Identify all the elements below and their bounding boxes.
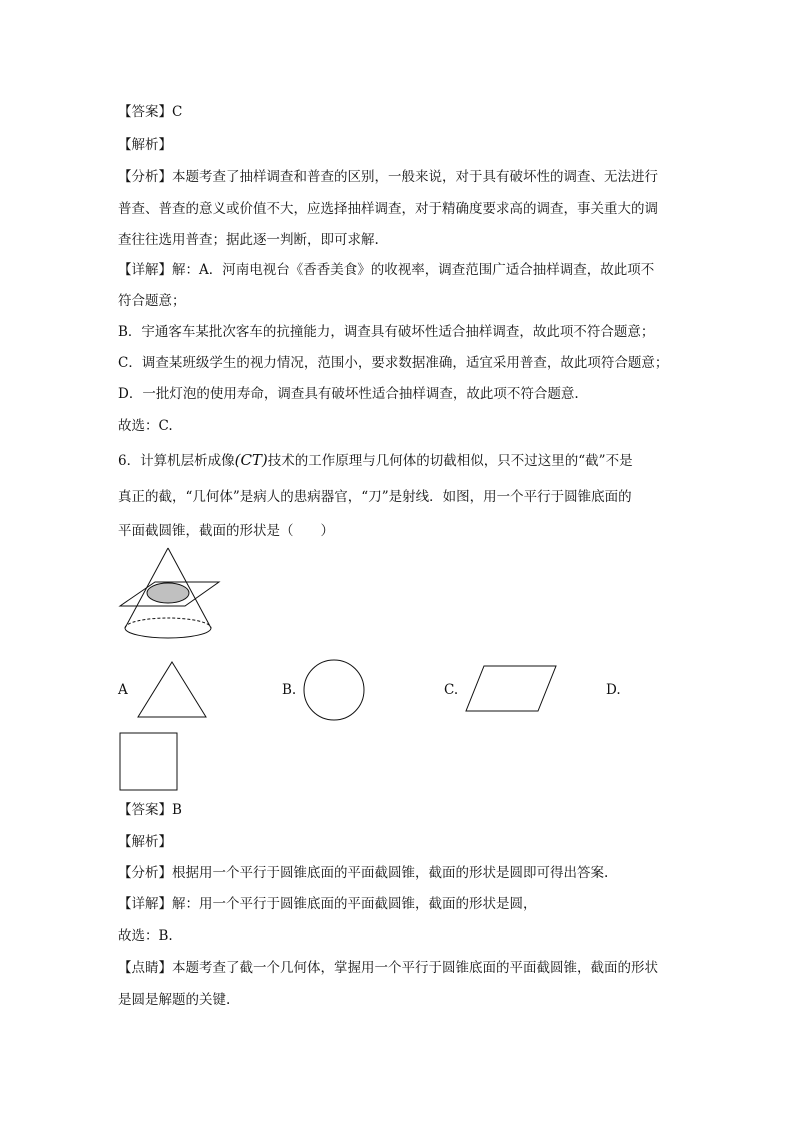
option-c-label: C. — [444, 682, 459, 698]
question-6-line — [118, 450, 633, 471]
analysis-text: 【分析】根据用一个平行于圆锥底面的平面截圆锥，截面的形状是圆即可得出答案. — [118, 865, 609, 881]
parallelogram-shape — [464, 664, 558, 714]
option-b-text: B．宇通客车某批次客车的抗撞能力，调查具有破坏性适合抽样调查，故此项不符合题意； — [118, 324, 655, 340]
option-d-label: D. — [606, 682, 621, 698]
analysis-title: 【解析】 — [118, 137, 172, 153]
analysis-text: 普查、普查的意义或价值不大，应选择抽样调查，对于精确度要求高的调查，事关重大的调 — [118, 201, 658, 217]
detail-text: 【详解】解：用一个平行于圆锥底面的平面截圆锥，截面的形状是圆， — [118, 896, 537, 912]
option-c-text: C．调查某班级学生的视力情况，范围小，要求数据准确，适宜采用普查，故此项符合题意； — [118, 355, 669, 371]
analysis-text: 查往往选用普查；据此逐一判断，即可求解. — [118, 232, 379, 248]
answer-label: 【答案】B — [118, 802, 182, 818]
remark-text: 【点睛】本题考查了截一个几何体，掌握用一个平行于圆锥底面的平面截圆锥，截面的形状 — [118, 960, 658, 976]
question-text: 6．计算机层析成像 — [118, 453, 235, 469]
remark-text: 是圆是解题的关键. — [118, 992, 231, 1008]
circle-shape — [302, 658, 366, 722]
answer-label: 【答案】C — [118, 104, 183, 120]
analysis-text: 【分析】本题考查了抽样调查和普查的区别，一般来说，对于具有破坏性的调查、无法进行 — [118, 169, 658, 185]
cone-base-back — [125, 618, 211, 628]
triangle-shape — [136, 660, 208, 720]
cross-section-ellipse — [147, 583, 189, 603]
cone-base-front — [125, 628, 211, 638]
conclusion-text: 故选：C. — [118, 418, 173, 434]
question-text: 真正的截，“几何体”是病人的患病器官，“刀”是射线．如图，用一个平行于圆锥底面的 — [118, 489, 632, 505]
detail-text: 符合题意； — [118, 293, 186, 309]
question-text: 平面截圆锥，截面的形状是（ ） — [118, 523, 334, 539]
square-shape — [119, 732, 179, 792]
option-a-label: A — [118, 682, 128, 698]
question-text: 技术的工作原理与几何体的切截相似，只不过这里的“截”不是 — [267, 453, 633, 469]
option-d-text: D．一批灯泡的使用寿命，调查具有破坏性适合抽样调查，故此项不符合题意. — [118, 386, 579, 402]
detail-text: 【详解】解：A．河南电视台《香香美食》的收视率，调查范围广适合抽样调查，故此项不 — [118, 262, 655, 278]
ct-formula: (CT) — [234, 451, 268, 469]
conclusion-text: 故选：B. — [118, 928, 173, 944]
option-b-label: B. — [282, 682, 297, 698]
analysis-title: 【解析】 — [118, 834, 172, 850]
cone-figure — [115, 546, 225, 646]
